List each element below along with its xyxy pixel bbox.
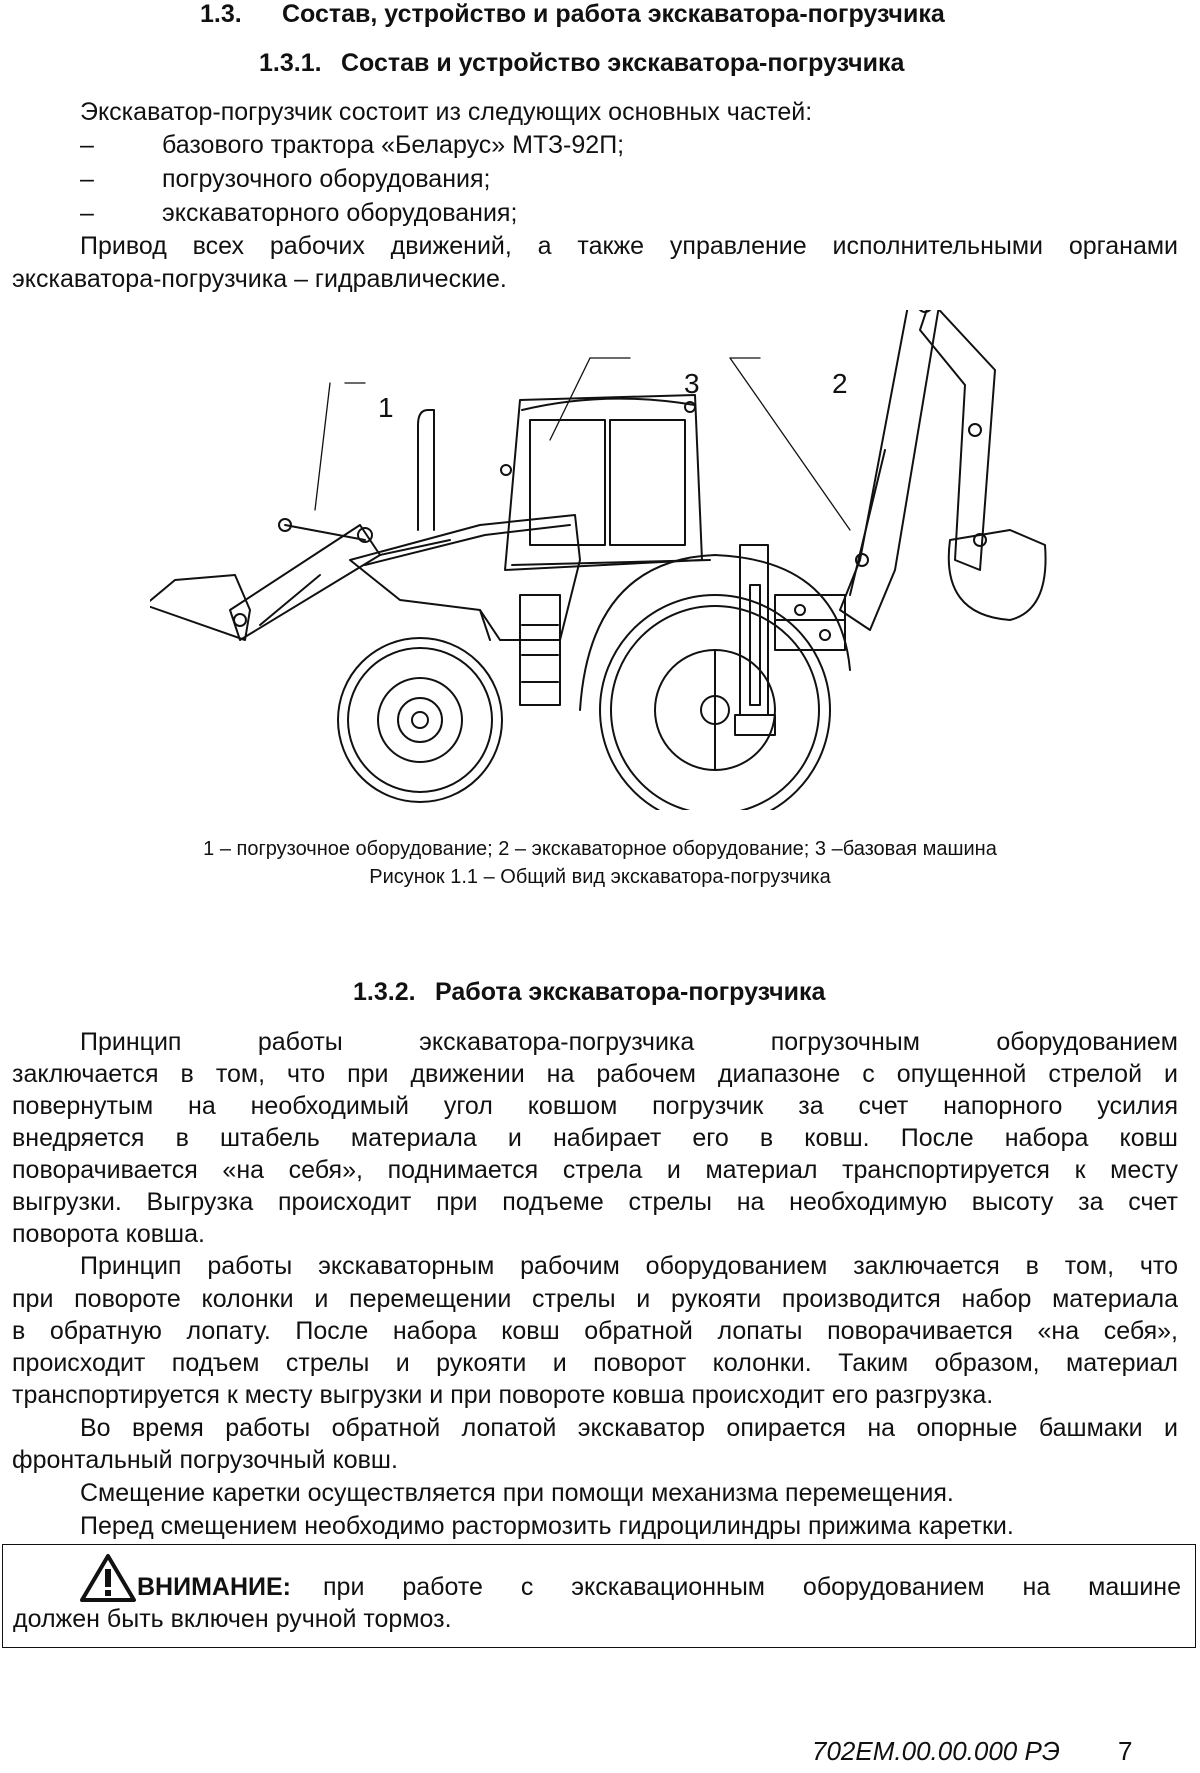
heading-1-3-2: [353, 978, 825, 1007]
stabilizer-leg: [735, 545, 775, 735]
paragraph-line: в обратную лопату. После набора ковш обратной лопаты поворачивается «на себя»,: [12, 1317, 1178, 1345]
warning-box: [2, 1544, 1196, 1648]
paragraph-line: Принцип работы экскаватора-погрузчика погрузочным оборудованием: [80, 1028, 1178, 1056]
heading-title: Работа экскаватора-погрузчика: [435, 978, 826, 1006]
front-wheel: [338, 638, 502, 802]
callout-3: 3: [684, 368, 700, 399]
paragraph-line: при повороте колонки и перемещении стрелы и рукояти производится набор материала: [12, 1285, 1178, 1313]
heading-number: 1.3.1.: [259, 49, 322, 77]
heading-title: Состав и устройство экскаватора-погрузчика: [341, 49, 905, 77]
paragraph-line: транспортируется к месту выгрузки и при повороте ковша происходит его разгрузка.: [12, 1381, 994, 1409]
cab: [501, 395, 710, 570]
warning-icon: [79, 1553, 137, 1603]
paragraph-line: фронтальный погрузочный ковш.: [12, 1446, 398, 1474]
callout-2: 2: [832, 368, 848, 399]
document-code: 702ЕМ.00.00.000 РЭ: [812, 1736, 1060, 1766]
paragraph-line: выгрузки. Выгрузка происходит при подъеме стрелы на необходимую высоту за счет: [12, 1188, 1178, 1216]
paragraph-line: Смещение каретки осуществляется при помощи механизма перемещения.: [80, 1479, 954, 1507]
heading-number: 1.3.: [200, 0, 242, 28]
paragraph-line: Принцип работы экскаваторным рабочим оборудованием заключается в том, что: [80, 1252, 1178, 1280]
warning-text-line-2: должен быть включен ручной тормоз.: [13, 1605, 452, 1633]
paragraph-line: внедряется в штабель материала и набирает его в ковш. После набора ковш: [12, 1124, 1178, 1152]
heading-1-3-1: [259, 49, 904, 78]
backhoe-bucket: [949, 530, 1046, 620]
swing-frame: [775, 595, 845, 650]
warning-label: ВНИМАНИЕ:: [137, 1573, 291, 1601]
paragraph-line: повернутым на необходимый угол ковшом погрузчик за счет напорного усилия: [12, 1092, 1178, 1120]
paragraph-line: Перед смещением необходимо растормозить гидроцилиндры прижима каретки.: [80, 1512, 1014, 1540]
heading-1-3: [200, 0, 945, 29]
paragraph-line: поворота ковша.: [12, 1220, 205, 1248]
cab-steps: [520, 595, 560, 705]
figure-caption: Рисунок 1.1 – Общий вид экскаватора-погрузчика: [369, 866, 831, 888]
callout-leaders: [315, 358, 850, 530]
paragraph-line: Во время работы обратной лопатой экскаватор опирается на опорные башмаки и: [80, 1414, 1178, 1442]
backhoe-boom: [840, 310, 940, 630]
rear-wheel: [600, 595, 830, 810]
drive-line-1: Привод всех рабочих движений, а также управление исполнительными органами: [80, 232, 1178, 260]
paragraph-line: поворачивается «на себя», поднимается стрела и материал транспортируется к месту: [12, 1156, 1178, 1184]
paragraph-line: происходит подъем стрелы и рукояти и поворот колонки. Таким образом, материал: [12, 1349, 1178, 1377]
callout-1: 1: [378, 392, 394, 423]
warning-text-line-1: при работе с экскавационным оборудованием на машине: [323, 1573, 1181, 1601]
list-item: погрузочного оборудования;: [162, 165, 491, 193]
loader-arm: [230, 519, 450, 640]
page-number: 7: [1118, 1736, 1133, 1766]
heading-title: Состав, устройство и работа экскаватора-погрузчика: [282, 0, 945, 28]
tractor-body: [350, 515, 580, 640]
backhoe-loader-drawing: [150, 310, 1110, 810]
list-item: экскаваторного оборудования;: [162, 199, 518, 227]
list-dash: –: [80, 131, 94, 159]
drive-line-2: экскаватора-погрузчика – гидравлические.: [12, 265, 507, 293]
figure-legend: 1 – погрузочное оборудование; 2 – экскаваторное оборудование; 3 –базовая машина: [203, 838, 997, 860]
list-dash: –: [80, 165, 94, 193]
exhaust-pipe: [418, 410, 434, 530]
composition-intro: Экскаватор-погрузчик состоит из следующих основных частей:: [80, 98, 813, 126]
heading-number: 1.3.2.: [353, 978, 416, 1006]
list-item: базового трактора «Беларус» МТЗ-92П;: [162, 131, 625, 159]
paragraph-line: заключается в том, что при движении на рабочем диапазоне с опущенной стрелой и: [12, 1060, 1178, 1088]
list-dash: –: [80, 199, 94, 227]
